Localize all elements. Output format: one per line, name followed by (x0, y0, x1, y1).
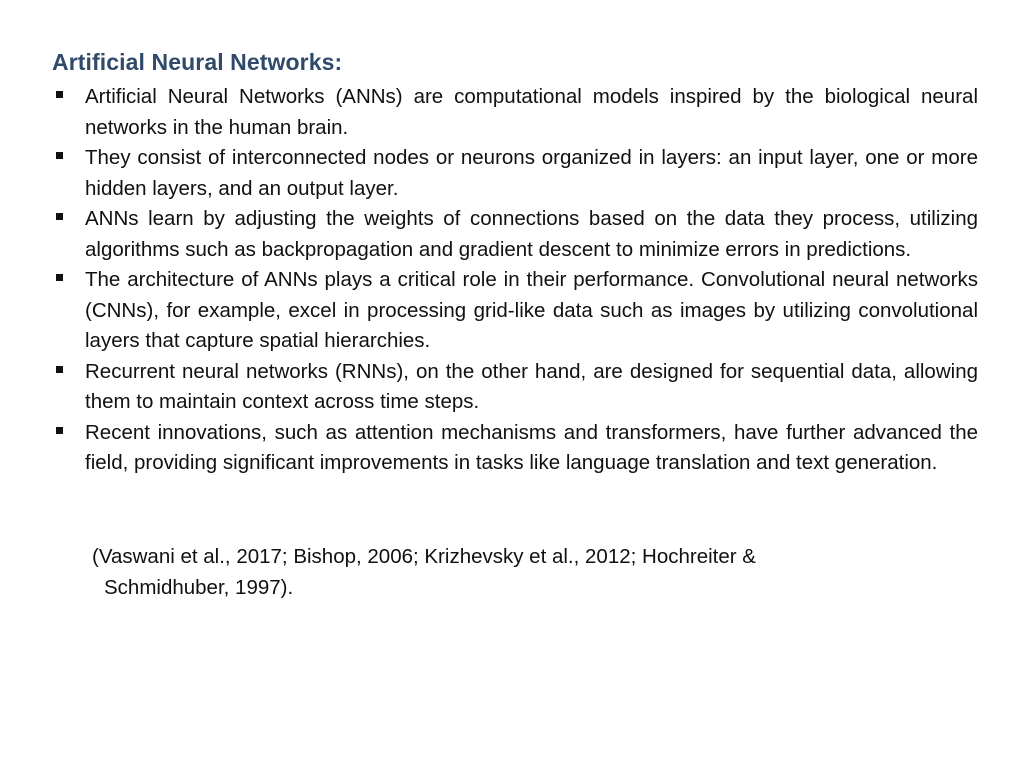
square-bullet-icon (56, 213, 63, 220)
bullet-item (52, 204, 978, 265)
square-bullet-icon (56, 274, 63, 281)
bullet-text: ANNs learn by adjusting the weights of connections based on the data they process, utilizing algorithms such as backpropagation and gradient descent to minimize errors in predictions. (85, 207, 978, 261)
square-bullet-icon (56, 427, 63, 434)
square-bullet-icon (56, 366, 63, 373)
citation: (Vaswani et al., 2017; Bishop, 2006; Krizhevsky et al., 2012; Hochreiter & Schmidhuber, 1997). (92, 545, 756, 599)
bullet-item (52, 82, 978, 143)
bullet-text: The architecture of ANNs plays a critical role in their performance. Convolutional neural networks (CNNs), for example, excel in processing grid-like data such as images by utilizing convolutional layers that capture spatial hierarchies. (85, 268, 978, 352)
slide-title: Artificial Neural Networks: (52, 49, 343, 75)
bullet-item (52, 143, 978, 204)
bullet-text: Recent innovations, such as attention mechanisms and transformers, have further advanced the field, providing significant improvements in tasks like language translation and text generation. (85, 420, 978, 474)
bullet-item (52, 418, 978, 479)
square-bullet-icon (56, 152, 63, 159)
bullet-item (52, 357, 978, 418)
bullet-text: Artificial Neural Networks (ANNs) are computational models inspired by the biological neural networks in the human brain. (85, 85, 978, 139)
bullet-list (52, 82, 978, 479)
bullet-text: They consist of interconnected nodes or neurons organized in layers: an input layer, one or more hidden layers, and an output layer. (85, 146, 978, 200)
bullet-item (52, 265, 978, 357)
bullet-text: Recurrent neural networks (RNNs), on the other hand, are designed for sequential data, allowing them to maintain context across time steps. (85, 359, 978, 413)
square-bullet-icon (56, 91, 63, 98)
